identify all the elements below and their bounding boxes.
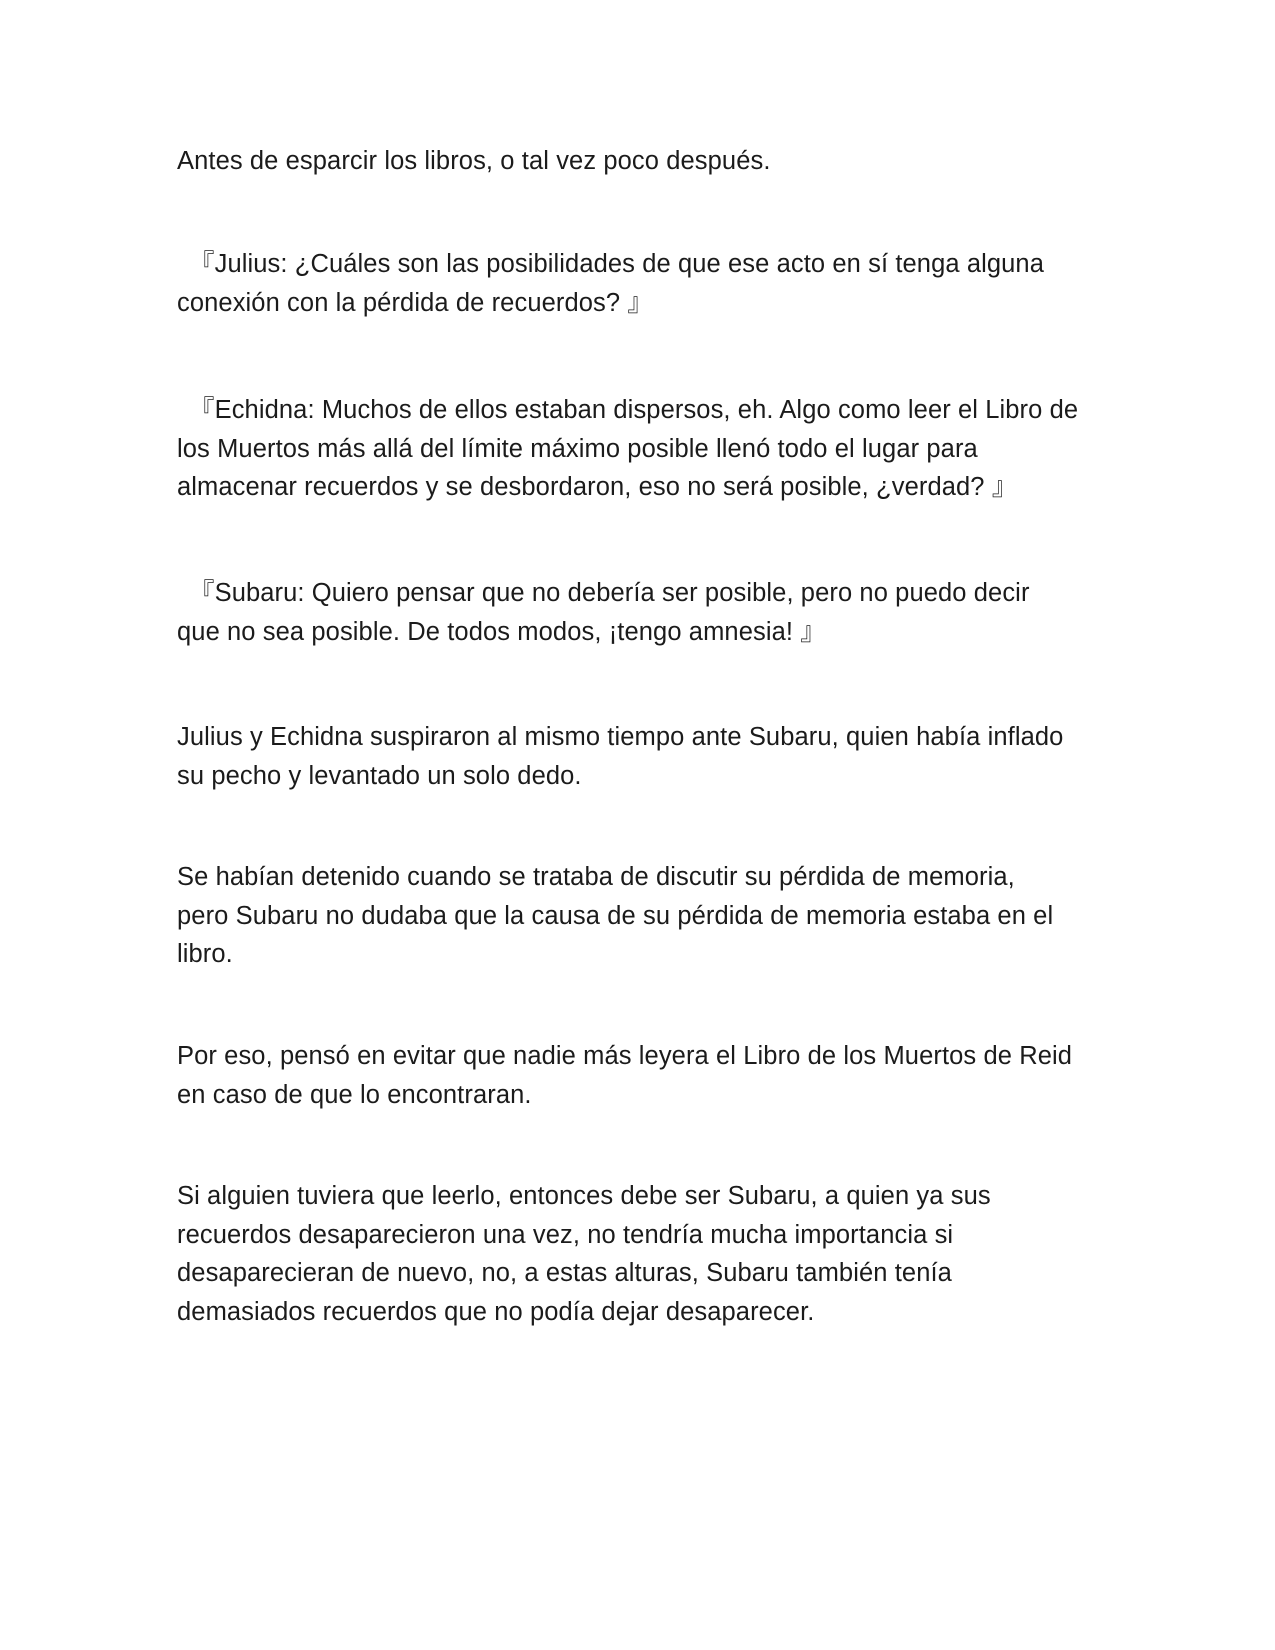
paragraph-line: Por eso, pensó en evitar que nadie más leyera el Libro de los Muertos de Reid [177,1042,1073,1070]
paragraph-line: en caso de que lo encontraran. [177,1080,532,1109]
paragraph-line: Antes de esparcir los libros, o tal vez poco después. [177,147,771,175]
paragraph-line: almacenar recuerdos y se desbordaron, eso no será posible, ¿verdad? 』 [177,473,1018,501]
paragraph-narration-3 [177,858,1107,974]
paragraph-line: Si alguien tuviera que leerlo, entonces debe ser Subaru, a quien ya sus [177,1182,991,1210]
paragraph-line: recuerdos desaparecieron una vez, no tendría mucha importancia si [177,1220,954,1249]
paragraph-narration-1 [177,142,1107,181]
paragraph-dialogue-julius [177,245,1107,322]
paragraph-dialogue-echidna [177,391,1107,507]
paragraph-line: 『Julius: ¿Cuáles son las posibilidades de que ese acto en sí tenga alguna [189,250,1045,278]
paragraph-line: libro. [177,940,233,968]
paragraph-line: los Muertos más allá del límite máximo posible llenó todo el lugar para [177,434,978,463]
paragraph-line: Se habían detenido cuando se trataba de discutir su pérdida de memoria, [177,863,1015,891]
paragraph-dialogue-subaru [177,574,1107,651]
paragraph-line: Julius y Echidna suspiraron al mismo tiempo ante Subaru, quien había inflado [177,723,1064,751]
paragraph-line: que no sea posible. De todos modos, ¡tengo amnesia! 』 [177,617,826,646]
paragraph-line: 『Subaru: Quiero pensar que no debería ser posible, pero no puedo decir [189,579,1030,607]
paragraph-line: pero Subaru no dudaba que la causa de su pérdida de memoria estaba en el [177,901,1054,930]
paragraph-line: desaparecieran de nuevo, no, a estas alturas, Subaru también tenía [177,1259,952,1287]
paragraph-line: 『Echidna: Muchos de ellos estaban dispersos, eh. Algo como leer el Libro de [189,396,1079,424]
paragraph-line: demasiados recuerdos que no podía dejar desaparecer. [177,1297,815,1326]
paragraph-line: su pecho y levantado un solo dedo. [177,761,582,790]
paragraph-narration-4 [177,1037,1107,1114]
paragraph-line: conexión con la pérdida de recuerdos? 』 [177,288,653,317]
paragraph-narration-5 [177,1177,1107,1331]
paragraph-narration-2 [177,718,1107,795]
